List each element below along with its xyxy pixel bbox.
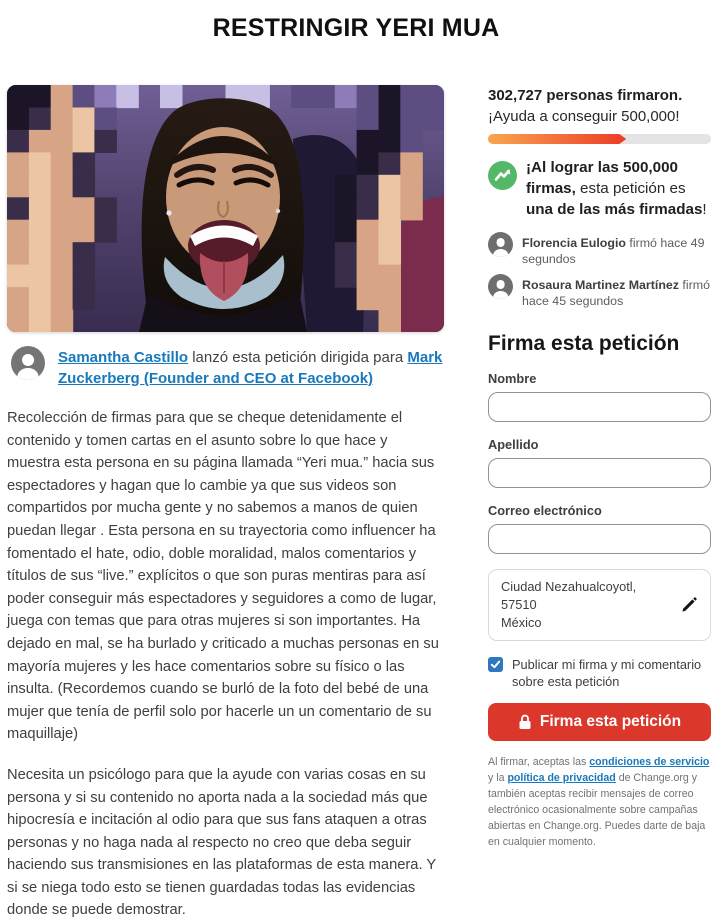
progress-fill [488,134,626,144]
publish-signature-checkbox[interactable] [488,657,503,672]
signer-row [488,274,711,309]
terms-of-service-link[interactable]: condiciones de servicio [589,756,710,768]
signature-count: 302,727 personas firmaron. [488,87,683,104]
milestone-bold-2: una de las más firmadas [526,201,703,218]
location-card [488,569,711,641]
petition-main [7,85,444,922]
photo-earring-left [166,210,171,215]
location-line-2: México [501,615,542,630]
signature-stats [488,85,711,127]
petition-paragraph-1: Recolección de firmas para que se cheque detenidamente el contenido y tomen cartas en el asunto sobre lo que hace y muestra esta persona en su página llamada “Yeri mua.” hacia sus espectadores y hagan que lo cambie ya que sus videos son compartidos por mucha gente y no sabemos a manos de quien puedan llegar . Esta persona en su trayectoria como influencer ha fomentado el hate, odio, doble moralidad, malos comentarios y títulos de sus “live.” explícitos o que son puras mentiras para así poder conseguir más espectadores y seguidores a como de lugar, juega con temas que para otras mujeres si son importantes. Ha dejado en mal, se ha burlado y criticado a muchas personas en su mayoría mujeres y les hace comentarios sobre su físico o las insulta. (Recordemos cuando se burló de la foto del bebé de una mujer que tenía de perfil solo por hacerle un un comentario de su maquillaje) [7,410,439,743]
sign-petition-button[interactable] [488,703,711,741]
progress-bar [488,134,711,144]
legal-disclaimer [488,754,711,850]
milestone-bold-1: ¡Al lograr las 500,000 firmas, [526,159,678,197]
signature-goal: ¡Ayuda a conseguir 500,000! [488,108,680,125]
first-name-label: Nombre [488,371,537,386]
email-label: Correo electrónico [488,503,602,518]
disclaimer-text: Al firmar, aceptas las [488,756,590,768]
photo-earring-right [276,209,280,213]
recent-signers [488,232,711,309]
first-name-input[interactable] [488,392,711,422]
milestone-end: ! [702,201,707,218]
petition-page [0,14,712,922]
lock-icon [518,714,532,730]
signer-name: Florencia Eulogio [522,236,626,250]
page-title: RESTRINGIR YERI MUA [212,14,500,42]
signer-avatar-icon [488,274,513,299]
publish-signature-label[interactable]: Publicar mi firma y mi comentario sobre esta petición [512,657,702,689]
disclaimer-text: de Change.org y también aceptas recibir mensajes de correo electrónico ocasionalmente sobre campañas abiertas en Change.org. Puedes darte de baja en cualquier momento. [488,772,706,848]
content-columns [7,85,710,922]
signer-time: firmó hace 45 segundos [522,278,710,308]
disclaimer-text: y la [488,772,508,784]
signer-name: Rosaura Martinez Martínez [522,278,679,292]
trending-up-icon [488,161,517,190]
signer-avatar-icon [488,232,513,257]
privacy-policy-link[interactable]: política de privacidad [507,772,616,784]
sign-form-heading: Firma esta petición [488,332,680,355]
signer-text [522,274,711,309]
signer-text [522,232,711,267]
signer-time: firmó hace 49 segundos [522,236,705,266]
byline-middle: lanzó esta petición dirigida para [188,349,408,366]
sign-sidebar [488,85,711,922]
byline-text [58,346,444,389]
location-line-1: Ciudad Nezahualcoyotl, 57510 [501,579,637,612]
email-input[interactable] [488,524,711,554]
petition-paragraph-2: Necesita un psicólogo para que la ayude con varias cosas en su persona y si su contenido no aporta nada a la sociedad más que hipocresía e incitación al odio para que sus fans ataquen a otras personas y no haga nada al respecto no creo que deba seguir haciendo sus transmisiones en las plataformas de esta manera. Y si se niega todo esto se tienen guardadas todas las evidencias donde se puede demostrar. [7,766,436,919]
last-name-input[interactable] [488,458,711,488]
publish-signature-row [488,656,711,690]
petition-photo-illustration [7,85,444,332]
author-avatar-icon [11,346,45,380]
milestone-mid: esta petición es [575,180,686,197]
sign-petition-button-label: Firma esta petición [539,713,682,730]
checkmark-icon [490,659,501,670]
petition-photo [7,85,444,332]
author-link[interactable]: Samantha Castillo [58,349,189,366]
edit-pencil-icon[interactable] [680,596,698,614]
milestone-callout [488,157,711,220]
byline [7,346,444,389]
last-name-label: Apellido [488,437,539,452]
signer-row [488,232,711,267]
location-text [501,578,672,632]
target-link[interactable]: Mark Zuckerberg (Founder and CEO at Facebook) [58,349,443,387]
milestone-text [526,157,711,220]
